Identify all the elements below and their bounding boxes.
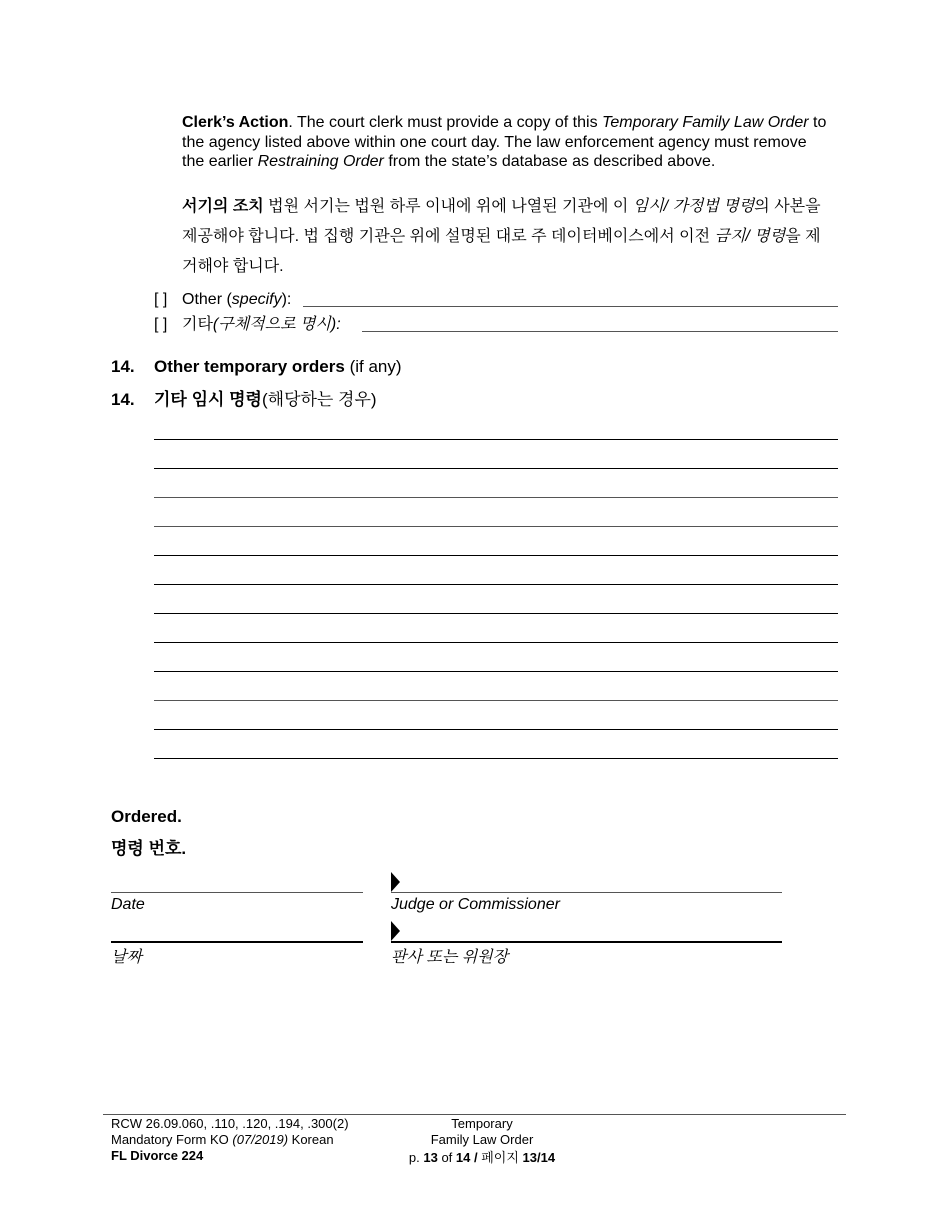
date-field-ko[interactable] (111, 941, 363, 943)
section-14-heading-en: 14. Other temporary orders (if any) (111, 357, 402, 376)
blank-line[interactable] (154, 671, 838, 672)
other-specify-field-ko[interactable] (362, 331, 838, 332)
blank-line[interactable] (154, 700, 838, 701)
other-label-ko: 기타(구체적으로 명시): (182, 316, 341, 333)
footer-center (382, 1116, 582, 1166)
judge-label-en: Judge or Commissioner (391, 896, 560, 913)
footer-title-1: Temporary (451, 1116, 513, 1131)
section-14-heading-ko: 14. 기타 임시 명령(해당하는 경우) (111, 390, 377, 409)
clerk-action-title-ko: 서기의 조치 (182, 198, 264, 215)
clerk-action-en: Clerk’s Action. The court clerk must provide a copy of this Temporary Family Law Order to the agency listed above within one court day. The law enforcement agency must remove the earlier Restraining Order from the state’s database as described above. (182, 114, 827, 170)
other-label-en: Other (specify): (182, 291, 292, 308)
blank-line[interactable] (154, 729, 838, 730)
other-checkbox-ko[interactable]: [ ] (154, 316, 168, 333)
date-label-en: Date (111, 896, 145, 913)
blank-line[interactable] (154, 758, 838, 759)
blank-line[interactable] (154, 555, 838, 556)
footer-rcw: RCW 26.09.060, .110, .120, .194, .300(2) (111, 1116, 349, 1131)
blank-line[interactable] (154, 642, 838, 643)
blank-line[interactable] (154, 526, 838, 527)
other-checkbox-en[interactable]: [ ] (154, 291, 168, 308)
sign-here-arrow-icon (391, 872, 400, 892)
judge-signature-field-en[interactable] (391, 892, 782, 893)
footer-title-2: Family Law Order (430, 1132, 534, 1147)
blank-line[interactable] (154, 613, 838, 614)
blank-line[interactable] (154, 439, 838, 440)
other-specify-field-en[interactable] (303, 306, 838, 307)
footer-divider (103, 1114, 846, 1115)
judge-signature-field-ko[interactable] (391, 941, 782, 943)
blank-line[interactable] (154, 468, 838, 469)
footer-left (111, 1116, 349, 1164)
date-label-ko: 날짜 (111, 949, 142, 966)
footer-form-id: FL Divorce 224 (111, 1148, 204, 1163)
clerk-action-title: Clerk’s Action (182, 114, 289, 131)
footer-form: Mandatory Form KO (07/2019) Korean (111, 1132, 334, 1147)
clerk-action-ko: 서기의 조치 법원 서기는 법원 하루 이내에 위에 나열된 기관에 이 임시/ 가정법 명령의 사본을 제공해야 합니다. 법 집행 기관은 위에 설명된 대로 주 데이터베이스에서 이전 금지/ 명령을 제거해야 합니다. (182, 198, 821, 275)
blank-line[interactable] (154, 584, 838, 585)
ordered-en: Ordered. (111, 807, 182, 826)
ordered-ko: 명령 번호. (111, 839, 187, 858)
judge-label-ko: 판사 또는 위원장 (391, 949, 509, 966)
blank-line[interactable] (154, 497, 838, 498)
date-field-en[interactable] (111, 892, 363, 893)
sign-here-arrow-icon (391, 921, 400, 941)
footer-page: p. 13 of 14 / 페이지 13/14 (408, 1150, 556, 1165)
